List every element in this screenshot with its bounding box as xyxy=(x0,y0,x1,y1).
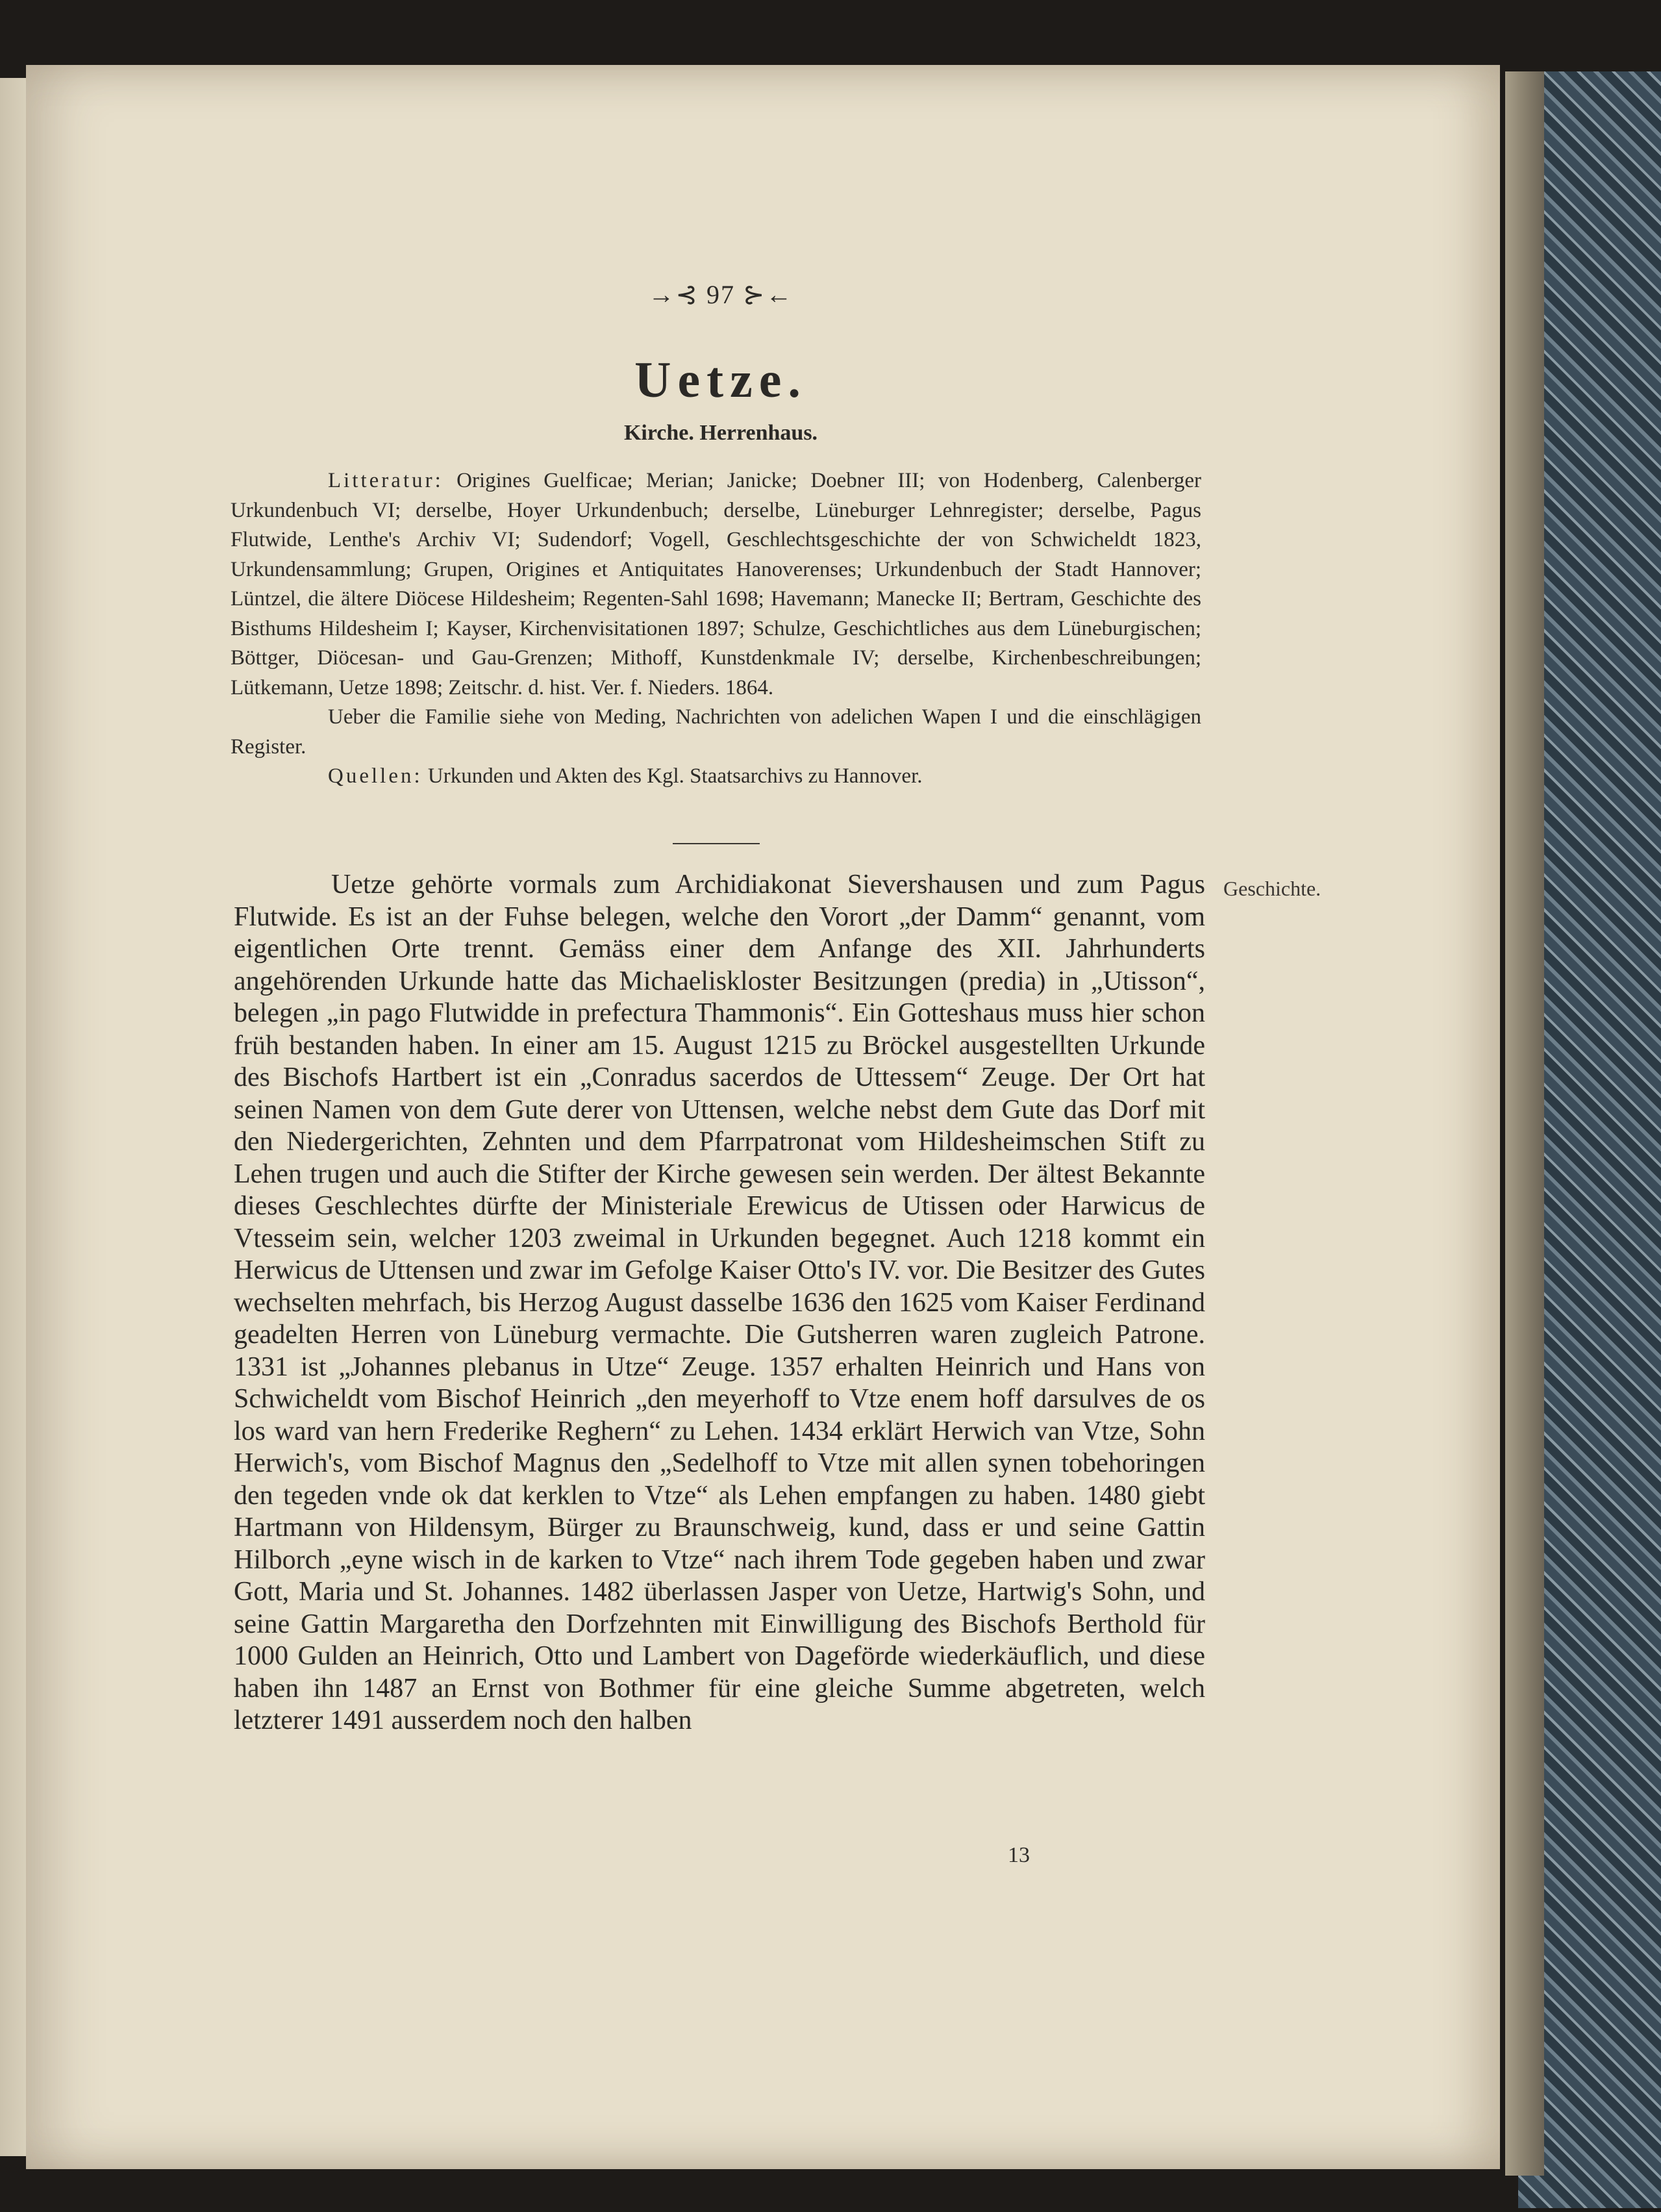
literature-label: Litteratur: xyxy=(328,469,443,492)
margin-note: Geschichte. xyxy=(1223,877,1321,900)
ornament-left: →⊰ xyxy=(648,280,706,309)
literature-text: Origines Guelficae; Merian; Janicke; Doebner III; von Hodenberg, Calenberger Urkundenbuch VI; derselbe, Hoyer Urkundenbuch; derselbe, Lüneburger Lehnregister; derselbe, Pagus Flutwide, Lenthe's Archiv VI; Sudendorf; Vogell, Geschlechtsgeschichte der von Schwicheldt 1823, Urkundensammlung; Grupen, Origines et Antiquitates Hanoverenses; Urkundenbuch der Stadt Hannover; Lüntzel, die ältere Diöcese Hildesheim; Regenten-Sahl 1698; Havemann; Manecke II; Bertram, Geschichte des Bisthums Hildesheim I; Kayser, Kirchenvisitationen 1897; Schulze, Geschichtliches aus dem Lüneburgischen; Böttger, Diöcesan- und Gau-Grenzen; Mithoff, Kunstdenkmale IV; derselbe, Kirchenbeschreibungen; Lütkemann, Uetze 1898; Zeitschr. d. hist. Ver. f. Nieders. 1864. xyxy=(231,469,1202,699)
signature-mark: 13 xyxy=(1008,1843,1030,1867)
literature-block xyxy=(231,466,1201,792)
ornament-right: ⊱← xyxy=(735,280,793,309)
page-number: 97 xyxy=(706,280,735,309)
sources-text: Urkunden und Akten des Kgl. Staatsarchivs zu Hannover. xyxy=(427,764,923,788)
family-note: Ueber die Familie siehe von Meding, Nachrichten von adelichen Wapen I und die einschlägigen Register. xyxy=(231,705,1201,759)
page-title: Uetze. xyxy=(634,351,807,408)
page-block-edges xyxy=(1505,71,1544,2176)
literature-paragraph xyxy=(231,466,1201,703)
section-divider xyxy=(673,843,760,844)
body-paragraph: Uetze gehörte vormals zum Archidiakonat Sievershausen und zum Pagus Flutwide. Es ist an der Fuhse belegen, welche den Vorort „der Damm“ genannt, vom eigentlichen Orte trennt. Gemäss einer dem Anfange des XII. Jahrhunderts angehörenden Urkunde hatte das Michaeliskloster Besitzungen (predia) in „Utisson“, belegen „in pago Flutwidde in prefectura Thammonis“. Ein Gotteshaus muss hier schon früh bestanden haben. In einer am 15. August 1215 zu Bröckel ausgestellten Urkunde des Bischofs Hartbert ist ein „Conradus sacerdos de Uttessem“ Zeuge. Der Ort hat seinen Namen von dem Gute derer von Uttensen, welche nebst dem Gute das Dorf mit den Niedergerichten, Zehnten und dem Pfarrpatronat vom Hildesheimschen Stift zu Lehen trugen und auch die Stifter der Kirche gewesen sein werden. Der ältest Bekannte dieses Geschlechtes dürfte der Ministeriale Erewicus de Utissen oder Harwicus de Vtesseim sein, welcher 1203 zweimal in Urkunden begegnet. Auch 1218 kommt ein Herwicus de Uttensen und zwar im Gefolge Kaiser Otto's IV. vor. Die Besitzer des Gutes wechselten mehrfach, bis Herzog August dasselbe 1636 den 1625 vom Kaiser Ferdinand geadelten Herren von Lüneburg vermachte. Die Gutsherren waren zugleich Patrone. 1331 ist „Johannes plebanus in Utze“ Zeuge. 1357 erhalten Heinrich und Hans von Schwicheldt vom Bischof Heinrich „den meyerhoff to Vtze enem hoff darsulves de os los ward van hern Frederike Reghern“ zu Lehen. 1434 erklärt Herwich van Vtze, Sohn Herwich's, vom Bischof Magnus den „Sedelhoff to Vtze mit allen synen tobehoringen den tegeden vnde ok dat kerklen to Vtze“ als Lehen empfangen zu haben. 1480 giebt Hartmann von Hildensym, Bürger zu Braunschweig, kund, dass er und seine Gattin Hilborch „eyne wisch in de karken to Vtze“ nach ihrem Tode gegeben haben und zwar Gott, Maria und St. Johannes. 1482 überlassen Jasper von Uetze, Hartwig's Sohn, und seine Gattin Margaretha den Dorfzehnten mit Einwilligung des Bischofs Berthold für 1000 Gulden an Heinrich, Otto und Lambert von Dageförde wiederkäuflich, und diese haben ihn 1487 an Ernst von Bothmer für eine gleiche Summe abgetreten, welch letzterer 1491 ausserdem noch den halben xyxy=(234,870,1205,1735)
page-number-header xyxy=(623,279,818,310)
sources-paragraph xyxy=(231,762,1201,792)
page-subtitle: Kirche. Herrenhaus. xyxy=(623,421,818,445)
body-text xyxy=(234,869,1205,1737)
sources-label: Quellen: xyxy=(328,764,423,788)
